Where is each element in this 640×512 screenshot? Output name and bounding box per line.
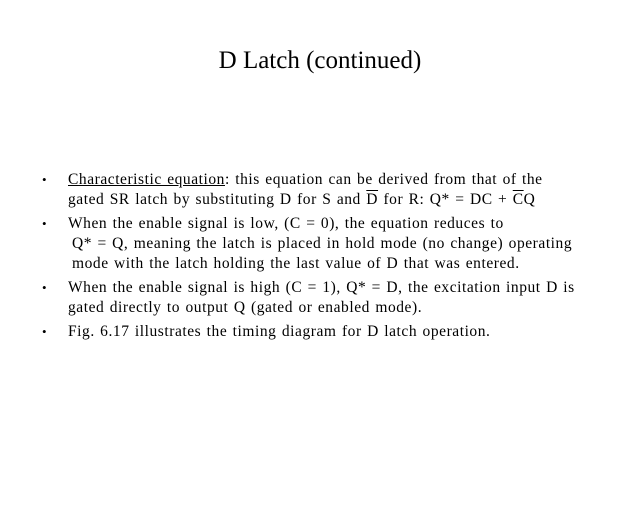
bullet-text: : this equation can be derived from that of the gated SR latch by substituting D for S and <box>68 171 543 208</box>
bullet-icon: • <box>42 324 48 339</box>
bullet-icon: • <box>42 216 48 231</box>
d-bar: $\overline{D}$ <box>366 191 379 208</box>
bullet-enable-low <box>42 214 582 274</box>
bullet-text: Fig. 6.17 illustrates the timing diagram for D latch operation. <box>68 323 491 340</box>
c-bar: $\overline{C}$ <box>512 191 524 208</box>
bullet-text: for R: Q* = DC + <box>378 191 513 208</box>
slide-title: D Latch (continued) <box>218 47 422 74</box>
bullet-text-continued: Q* = Q, meaning the latch is placed in hold mode (no change) operating mode with the latch holding the last value of D that was entered. <box>72 235 573 272</box>
bullet-text: Q <box>523 191 536 208</box>
bullet-characteristic-equation <box>42 170 582 210</box>
bullet-text: When the enable signal is low, (C = 0), the equation reduces to <box>68 215 504 232</box>
bullet-text: When the enable signal is high (C = 1), Q* = D, the excitation input D is gated directly to output Q (gated or enabled mode). <box>68 279 575 316</box>
bullet-enable-high <box>42 278 582 318</box>
bullet-timing-diagram <box>42 322 582 342</box>
term-characteristic-equation: Characteristic equation <box>68 171 225 188</box>
bullet-icon: • <box>42 280 48 295</box>
bullet-icon: • <box>42 172 48 187</box>
bullet-list <box>42 170 582 346</box>
